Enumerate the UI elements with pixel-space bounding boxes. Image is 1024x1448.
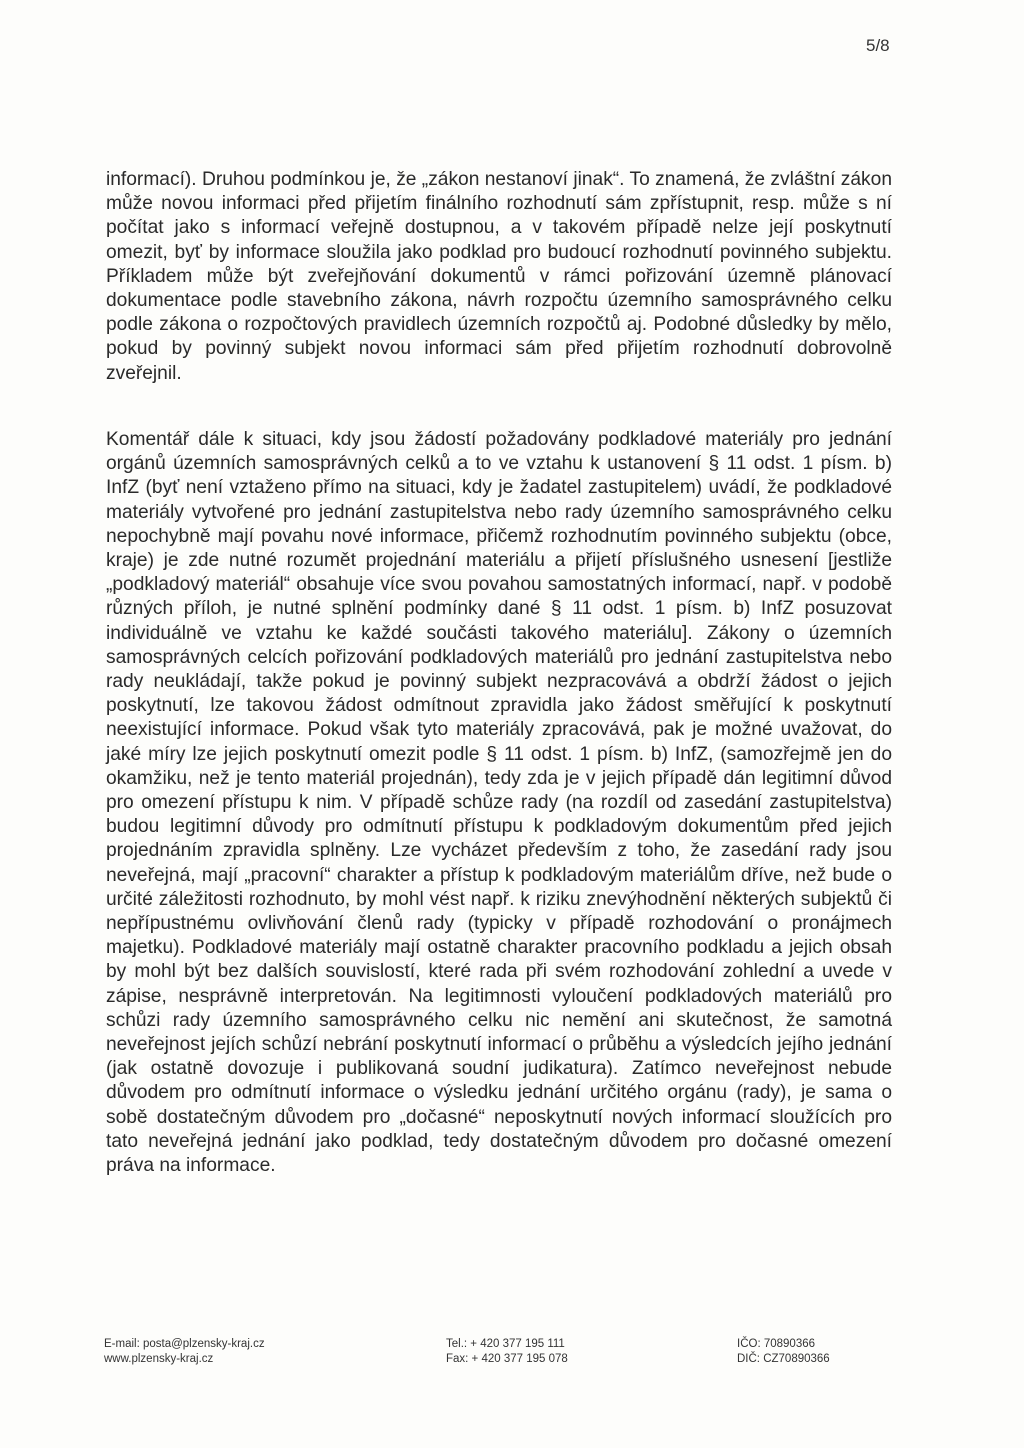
paragraph: informací). Druhou podmínkou je, že „zákon nestanoví jinak“. To znamená, že zvláštní zákon může novou informaci před přijetím finálního rozhodnutí sám zpřístupnit, resp. může s ní počítat jako s informací veřejně dostupnou, a v takovém případě nelze její poskytnutí omezit, byť by informace sloužila jako podklad pro budoucí rozhodnutí povinného subjektu. Příkladem může být zveřejňování dokumentů v rámci pořizování územně plánovací dokumentace podle stavebního zákona, návrh rozpočtu územního samosprávného celku podle zákona o rozpočtových pravidlech územních rozpočtů aj. Podobné důsledky by mělo, pokud by povinný subjekt novou informaci sám před přijetím rozhodnutí dobrovolně zveřejnil. xyxy=(106,169,892,384)
footer-ico: IČO: 70890366 xyxy=(737,1338,816,1350)
footer-email: E-mail: posta@plzensky-kraj.cz xyxy=(104,1338,265,1350)
footer-fax: Fax: + 420 377 195 078 xyxy=(446,1353,568,1365)
footer-contact-phone xyxy=(446,1337,568,1367)
paragraph-block-2 xyxy=(106,428,892,1178)
page-number: 5/8 xyxy=(866,36,890,55)
footer-web: www.plzensky-kraj.cz xyxy=(104,1353,214,1365)
paragraph-block-1 xyxy=(106,168,892,386)
footer-company-ids xyxy=(737,1337,830,1367)
footer-contact-email xyxy=(104,1337,265,1367)
paragraph: Komentář dále k situaci, kdy jsou žádostí požadovány podkladové materiály pro jednání orgánů územních samosprávných celků a to ve vztahu k ustanovení § 11 odst. 1 písm. b) InfZ (byť není vztaženo přímo na situaci, kdy je žadatel zastupitelem) uvádí, že podkladové materiály vytvořené pro jednání zastupitelstva nebo rady územního samosprávného celku nepochybně mají povahu nové informace, přičemž rozhodnutím povinného subjektu (obce, kraje) je zde nutné rozumět projednání materiálu a přijetí příslušného usnesení [jestliže „podkladový materiál“ obsahuje více svou povahou samostatných informací, např. v podobě různých příloh, je nutné splnění podmínky dané § 11 odst. 1 písm. b) InfZ posuzovat individuálně ve vztahu ke každé součásti takového materiálu]. Zákony o územních samosprávných celcích pořizování podkladových materiálů pro jednání zastupitelstva nebo rady neukládají, takže pokud je povinný subjekt nezpracovává a obdrží žádost o jejich poskytnutí, lze takovou žádost odmítnout zpravidla jako žádost směřující k poskytnutí neexistující informace. Pokud však tyto materiály zpracovává, pak je možné uvažovat, do jaké míry lze jejich poskytnutí omezit podle § 11 odst. 1 písm. b) InfZ, (samozřejmě jen do okamžiku, než je tento materiál projednán), tedy zda je v jejich případě dán legitimní důvod pro omezení přístupu k nim. V případě schůze rady (na rozdíl od zasedání zastupitelstva) budou legitimní důvody pro odmítnutí přístupu k podkladovým dokumentům před jejich projednáním zpravidla splněny. Lze vycházet především z toho, že zasedání rady jsou neveřejná, mají „pracovní“ charakter a přístup k podkladovým materiálům dříve, než bude o určité záležitosti rozhodnuto, by mohl vést např. k riziku znevýhodnění některých subjektů či nepřípustnému ovlivňování členů rady (typicky v případě rozhodování o pronájmech majetku). Podkladové materiály mají ostatně charakter pracovního podkladu a jejich obsah by mohl být bez dalších souvislostí, které rada při svém rozhodování zohlední a uvede v zápise, nesprávně interpretován. Na legitimnosti vyloučení podkladových materiálů pro schůzi rady územního samosprávného celku nic nemění ani skutečnost, že samotná neveřejnost jejích schůzí nebrání poskytnutí informací o průběhu a výsledcích jejího jednání (jak ostatně dovozuje i publikovaná soudní judikatura). Zatímco neveřejnost nebude důvodem pro odmítnutí informace o výsledku jednání určitého orgánu (rady), je sama o sobě dostatečným důvodem pro „dočasné“ neposkytnutí nových informací sloužících pro tato neveřejná jednání jako podklad, tedy dostatečným důvodem pro dočasné omezení práva na informace. xyxy=(106,429,892,1177)
footer-tel: Tel.: + 420 377 195 111 xyxy=(446,1338,565,1350)
footer-dic: DIČ: CZ70890366 xyxy=(737,1353,830,1365)
